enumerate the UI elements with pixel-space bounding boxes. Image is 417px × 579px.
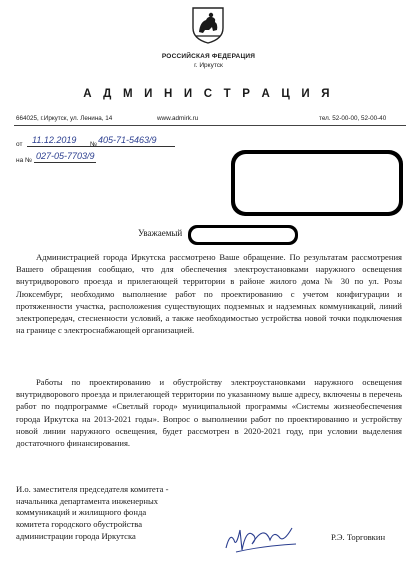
handwritten-number: 405-71-5463/9 [98,135,157,145]
phone-numbers: тел. 52-00-00, 52-00-40 [319,115,387,122]
body-paragraph-2: Работы по проектированию и обустройству электроустановками наружного освещения внутридворового проезда и прилегающей территории по указанному выше адресу, включены в перечень работ по подпрограмме «Светлый город» муниципальной программы «Системы жизнеобеспечения города Иркутска на 2013-2021 годы». Вопрос о выполнении работ по проектированию и устройству новой линии наружного освещения, будет рассмотрен в 2020-2021 году, при условии выделения достаточного финансирования. [16,377,402,449]
handwritten-date: 11.12.2019 [32,135,77,145]
postal-address: 664025, г.Иркутск, ул. Ленина, 14 [16,115,113,122]
organization-title: А Д М И Н И С Т Р А Ц И Я [83,88,334,100]
signatory-position-line: комитета городского обустройства [16,519,143,530]
body-paragraph-1: Администрацией города Иркутска рассмотрено Ваше обращение. По результатам рассмотрения Вашего обращения сообщаю, что для обеспечения электроустановками наружного освещения внутридворового проезда и прилегающей территории в районе жилого дома № 30 по ул. Розы Люксембург, необходимо выполнение работ по проектированию с учетом конфигурации и протяженности участка, расположения существующих подземных и надземных коммуникаций, линий электропередач, стесненности условий, а также необходимостью устройства новой точки подключения на границе с электроснабжающей организацией. [16,252,402,336]
redacted-name [188,225,298,245]
federation-caption: РОССИЙСКАЯ ФЕДЕРАЦИЯ [161,53,256,60]
signatory-position-line: начальника департамента инженерных [16,495,159,506]
reply-to-label: на № [16,157,32,164]
number-label: № [90,141,97,148]
signatory-name: Р.Э. Торговкин [331,532,386,542]
signatory-position-line: администрации города Иркутска [16,530,136,541]
city-coat-of-arms [191,6,225,44]
website: www.admirk.ru [157,115,199,122]
redacted-recipient [231,150,403,216]
handwritten-signature [222,518,300,556]
signatory-position [16,484,226,543]
handwritten-reply-number: 027-05-7703/9 [36,151,95,161]
salutation: Уважаемый [138,228,183,238]
signatory-position-line: И.о. заместителя председателя комитета - [16,484,169,494]
signatory-position-line: коммуникаций и жилищного фонда [16,507,147,518]
city-caption: г. Иркутск [194,62,223,69]
letterhead-divider [14,125,406,126]
date-label: от [16,141,23,148]
